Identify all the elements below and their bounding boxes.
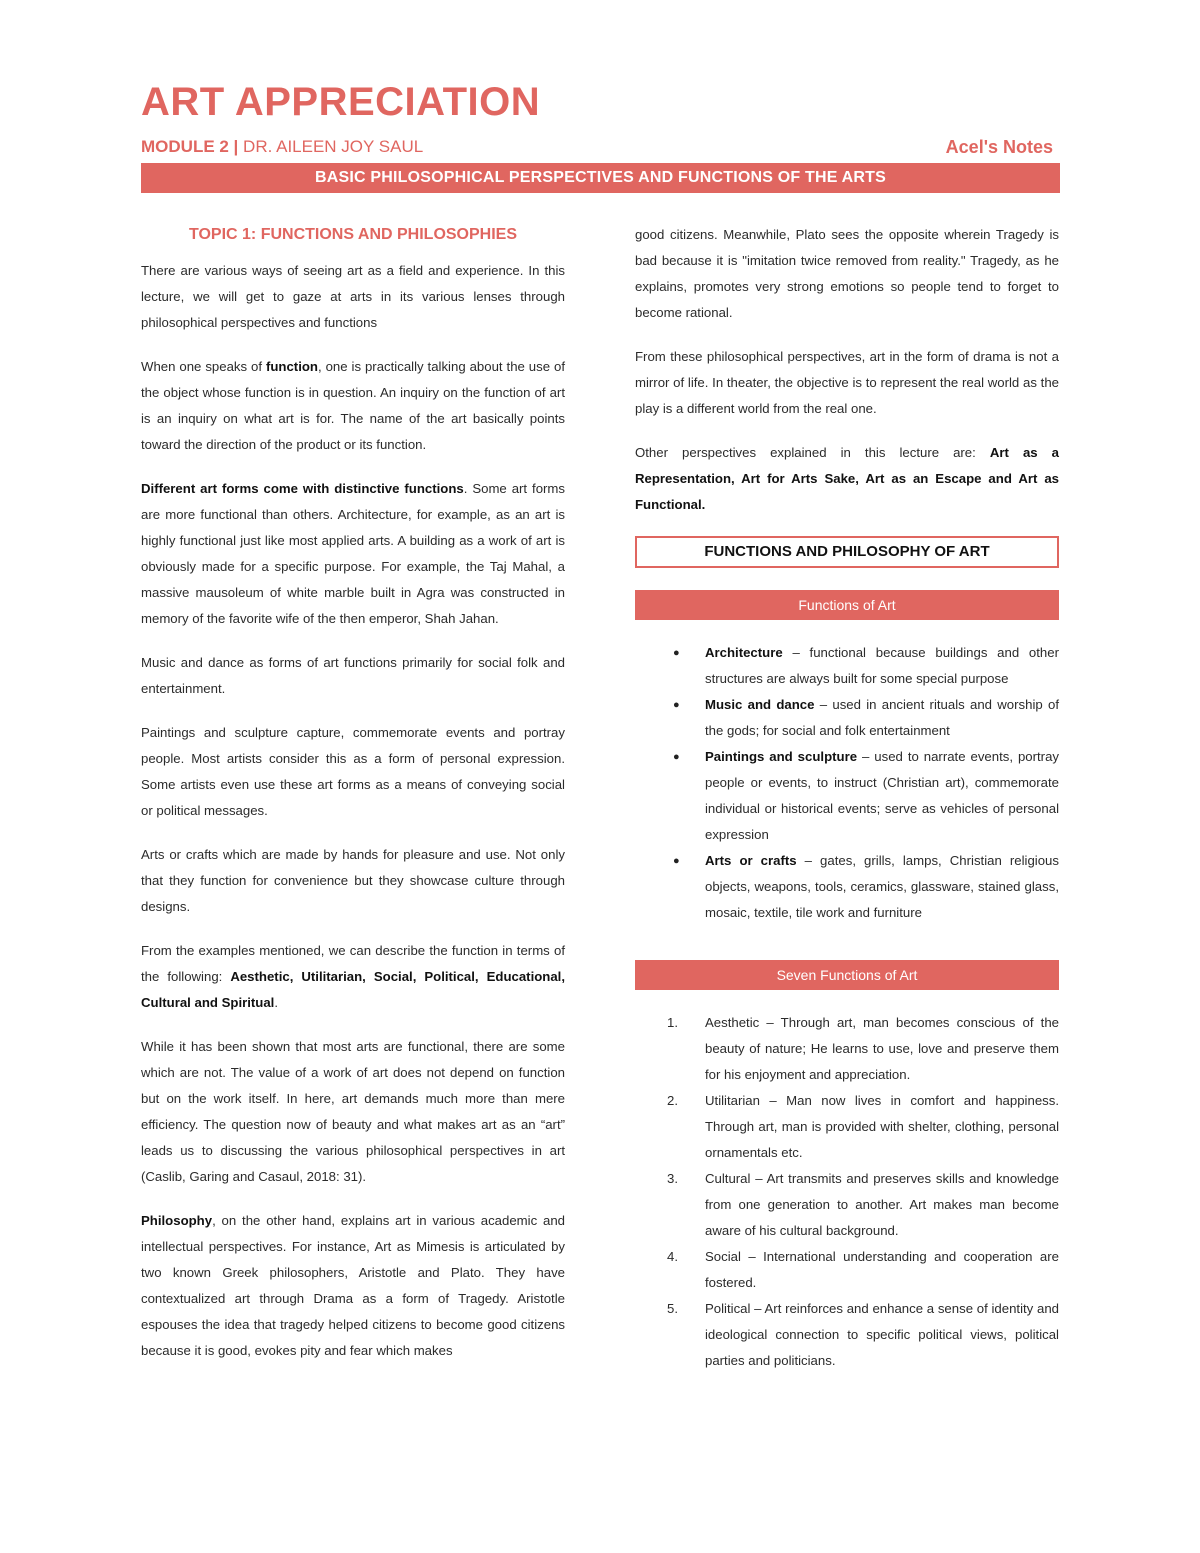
list-item: [667, 1088, 1059, 1166]
paragraph: [141, 938, 565, 1016]
paragraph-text: Music and dance as forms of art functions primarily for social folk and entertainment.: [141, 655, 565, 696]
notes-label: Acel's Notes: [945, 137, 1053, 157]
list-item: [667, 1244, 1059, 1296]
paragraph-text: Paintings and sculpture capture, commemorate events and portray people. Most artists consider this as a form of personal expression. Some artists even use these art forms as a means of conveying social or political messages.: [141, 725, 565, 818]
list-item: [705, 640, 1059, 692]
bold-term: Philosophy: [141, 1213, 213, 1228]
paragraph-text: When one speaks of: [141, 359, 266, 374]
right-column: [635, 222, 1059, 1374]
paragraph: [141, 650, 565, 702]
list-item: [667, 1296, 1059, 1374]
list-number: 2.: [667, 1093, 678, 1108]
paragraph: [141, 354, 565, 458]
bold-term: Arts or crafts: [705, 853, 797, 868]
paragraph: [141, 1208, 565, 1364]
paragraph-text: . Some art forms are more functional than others. Architecture, for example, as an art is highly functional just like most applied arts. A building as a work of art is obviously made for a specific purpose. For example, the Taj Mahal, a massive mausoleum of white marble built in Agra was constructed in memory of the favorite wife of the then emperor, Shah Jahan.: [141, 481, 566, 626]
bold-term: Architecture: [705, 645, 783, 660]
bold-term: Art as a Representation, Art for Arts Sake, Art as an Escape and Art as Functional.: [635, 445, 1059, 512]
paragraph: [635, 344, 1059, 422]
seven-functions-banner: Seven Functions of Art: [635, 960, 1059, 990]
list-item-text: Cultural – Art transmits and preserves skills and knowledge from one generation to another. Art makes man become aware of his cultural background.: [705, 1171, 1059, 1238]
list-item-text: – functional because buildings and other structures are always built for some special purpose: [705, 645, 1059, 686]
document-subtitle: [141, 134, 1053, 160]
paragraph-text: From these philosophical perspectives, art in the form of drama is not a mirror of life. In theater, the objective is to represent the real world as the play is a different world from the real one.: [635, 349, 1059, 416]
paragraph-text: , on the other hand, explains art in various academic and intellectual perspectives. For instance, Art as Mimesis is articulated by two known Greek philosophers, Aristotle and Plato. They have contextualized art through Drama as a form of Tragedy. Aristotle espouses the idea that tragedy helped citizens to become good citizens because it is good, evokes pity and fear which makes: [141, 1213, 565, 1358]
document-title: ART APPRECIATION: [141, 80, 541, 124]
bold-term: Music and dance: [705, 697, 815, 712]
list-item-text: – gates, grills, lamps, Christian religious objects, weapons, tools, ceramics, glassware, stained glass, mosaic, textile, tile work and furniture: [705, 853, 1059, 920]
list-item: [705, 848, 1059, 926]
list-item: [667, 1010, 1059, 1088]
box-heading: FUNCTIONS AND PHILOSOPHY OF ART: [635, 536, 1059, 568]
paragraph: [141, 1034, 565, 1190]
bold-term: Different art forms come with distinctive functions: [141, 481, 464, 496]
topic-title: TOPIC 1: FUNCTIONS AND PHILOSOPHIES: [188, 226, 518, 243]
bold-term: function: [265, 359, 318, 374]
paragraph-text: .: [274, 995, 279, 1010]
paragraph-text: Other perspectives explained in this lecture are:: [635, 445, 990, 460]
list-item-text: Political – Art reinforces and enhance a sense of identity and ideological connection to specific political views, political parties and politicians.: [705, 1301, 1059, 1368]
paragraph: [141, 720, 565, 824]
paragraph: [141, 842, 565, 920]
list-number: 4.: [667, 1249, 678, 1264]
list-item: [667, 1166, 1059, 1244]
paragraph: [141, 476, 565, 632]
list-item: [705, 692, 1059, 744]
bold-term: Aesthetic, Utilitarian, Social, Political, Educational, Cultural and Spiritual: [141, 969, 566, 1010]
paragraph-text: There are various ways of seeing art as a field and experience. In this lecture, we will get to gaze at arts in its various lenses through philosophical perspectives and functions: [141, 263, 565, 330]
list-item-text: Aesthetic – Through art, man becomes conscious of the beauty of nature; He learns to use, love and preserve them for his enjoyment and appreciation.: [705, 1015, 1059, 1082]
list-item-text: – used to narrate events, portray people or events, to instruct (Christian art), commemorate individual or historical events; serve as vehicles of personal expression: [705, 749, 1059, 842]
left-column: [141, 222, 565, 1382]
paragraph: [635, 440, 1059, 518]
list-item: [705, 744, 1059, 848]
bold-term: Paintings and sculpture: [705, 749, 858, 764]
module-label: MODULE 2 |: [141, 137, 239, 156]
paragraph-text: , one is practically talking about the use of the object whose function is in question. An inquiry on the function of art is an inquiry on what art is for. The name of the art basically points toward the direction of the product or its function.: [141, 359, 565, 452]
paragraph: [635, 222, 1059, 326]
seven-functions-list: [635, 1010, 1059, 1374]
paragraph-text: From the examples mentioned, we can describe the function in terms of the following:: [141, 943, 565, 984]
functions-list: [635, 640, 1059, 926]
paragraph-text: Arts or crafts which are made by hands for pleasure and use. Not only that they function for convenience but they showcase culture through designs.: [141, 847, 565, 914]
paragraph: [141, 258, 565, 336]
functions-banner: Functions of Art: [635, 590, 1059, 620]
list-item-text: – used in ancient rituals and worship of the gods; for social and folk entertainment: [705, 697, 1059, 738]
list-number: 1.: [667, 1015, 678, 1030]
list-number: 5.: [667, 1301, 678, 1316]
list-item-text: Utilitarian – Man now lives in comfort and happiness. Through art, man is provided with shelter, clothing, personal ornamentals etc.: [705, 1093, 1059, 1160]
paragraph-text: While it has been shown that most arts are functional, there are some which are not. The value of a work of art does not depend on function but on the work itself. In here, art demands much more than mere efficiency. The question now of beauty and what makes art as an “art” leads us to discussing the various philosophical perspectives in art (Caslib, Garing and Casaul, 2018: 31).: [141, 1039, 565, 1184]
author-name: DR. AILEEN JOY SAUL: [238, 137, 424, 156]
paragraph-text: good citizens. Meanwhile, Plato sees the opposite wherein Tragedy is bad because it is "imitation twice removed from reality." Tragedy, as he explains, promotes very strong emotions so people tend to forget to become rational.: [635, 227, 1059, 320]
list-item-text: Social – International understanding and cooperation are fostered.: [705, 1249, 1059, 1290]
list-number: 3.: [667, 1171, 678, 1186]
section-banner: BASIC PHILOSOPHICAL PERSPECTIVES AND FUNCTIONS OF THE ARTS: [141, 163, 1060, 193]
